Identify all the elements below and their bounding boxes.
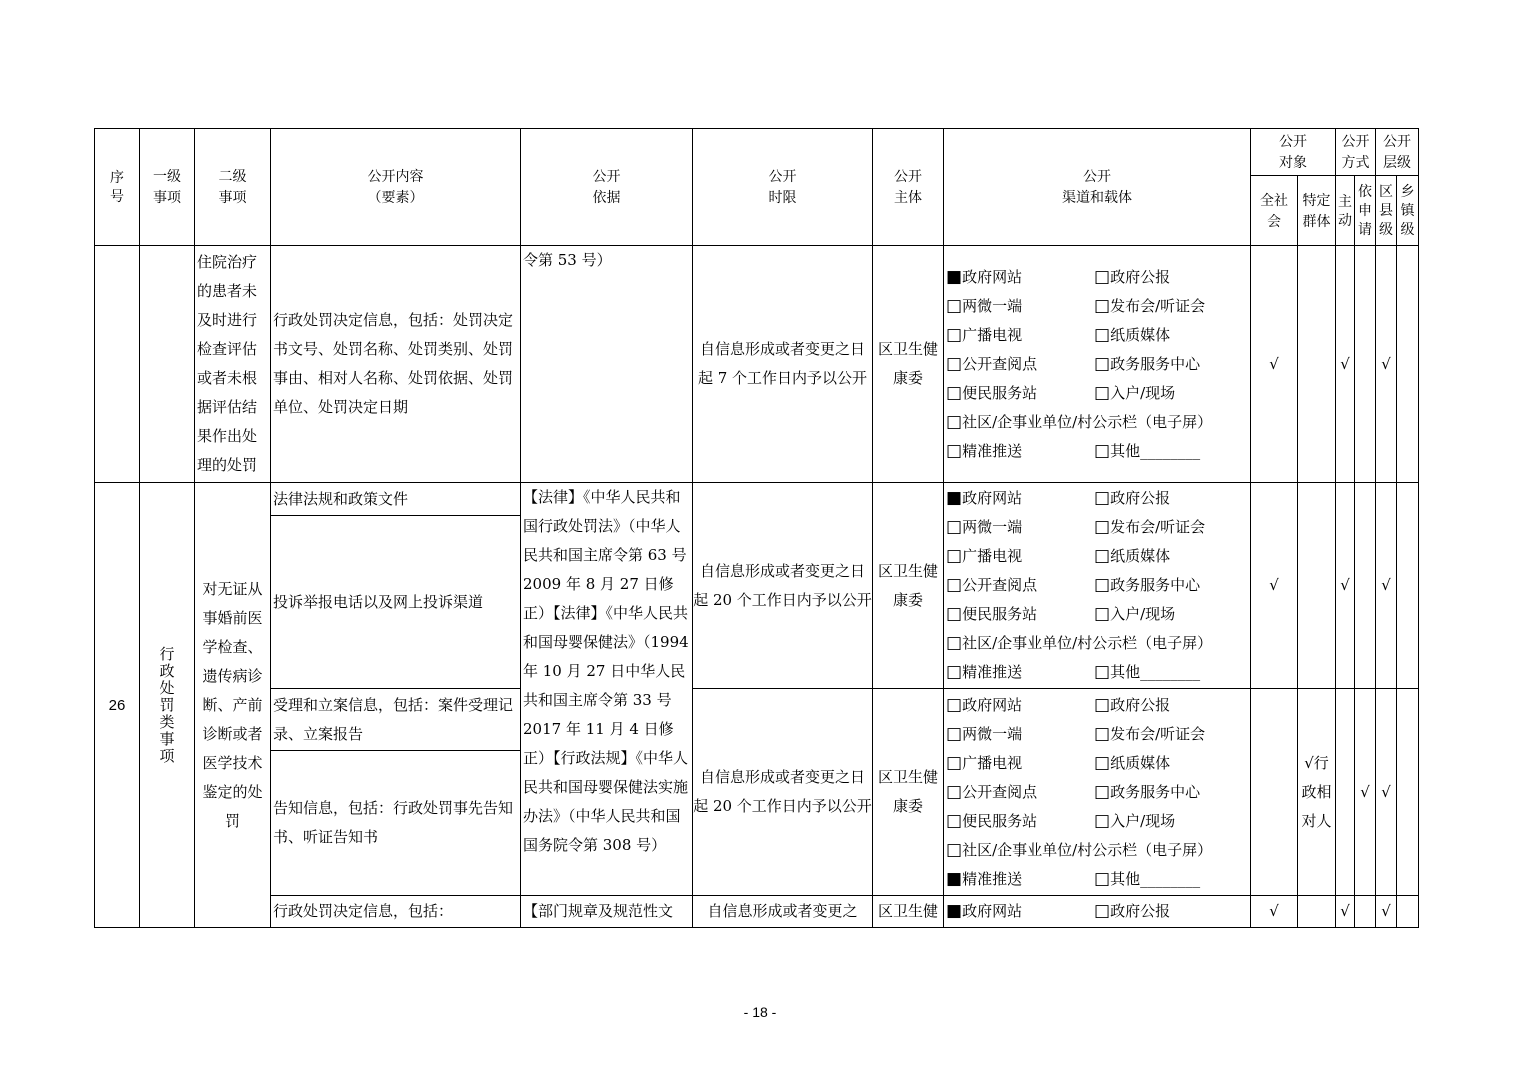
channel-door: □入户/现场 [1094, 604, 1176, 624]
row-b-time-limit-1: 自信息形成或者变更之日起 20 个工作日内予以公开 [693, 483, 873, 689]
header-level2: 二级事项 [195, 129, 271, 246]
header-basis: 公开 依据 [521, 129, 693, 246]
header-target-group: 公开 对象 [1251, 129, 1336, 176]
channel-query-point: □公开查阅点 [946, 353, 1038, 374]
row-b-content-1: 法律法规和政策文件 [271, 483, 521, 516]
row-a-basis: 令第 53 号） [521, 246, 693, 483]
row-b-level-town-1 [1397, 483, 1419, 689]
channel-gov-gazette: □政府公报 [1094, 694, 1171, 715]
channel-paper: □纸质媒体 [1094, 752, 1171, 773]
row-b-level-district-3: √ [1376, 896, 1397, 928]
channel-two-micro: □两微一端 [946, 517, 1023, 537]
row-b-mode-request-2: √ [1355, 689, 1376, 896]
channel-push: □精准推送 [946, 440, 1023, 461]
table-row [95, 896, 1419, 928]
disclosure-table [94, 128, 1419, 928]
channel-broadcast: □广播电视 [946, 752, 1023, 773]
channel-other: □其他________ [1094, 868, 1201, 889]
channel-bulletin: □社区/企事业单位/村公示栏（电子屏） [946, 839, 1213, 860]
channel-broadcast: □广播电视 [946, 324, 1023, 345]
row-b-mode-request-3 [1355, 896, 1376, 928]
row-b-content-3: 受理和立案信息，包括：案件受理记录、立案报告 [271, 689, 521, 751]
channel-query-point: □公开查阅点 [946, 575, 1038, 595]
table-row [95, 483, 1419, 516]
header-level-town: 乡镇级 [1397, 176, 1419, 246]
row-b-channels-2 [944, 689, 1251, 896]
channel-other: □其他________ [1094, 440, 1201, 461]
row-a-level-town [1397, 246, 1419, 483]
row-b-channels-3 [944, 896, 1251, 928]
row-b-level-town-3 [1397, 896, 1419, 928]
header-mode-request: 依申请 [1355, 176, 1376, 246]
row-b-mode-active-2 [1336, 689, 1355, 896]
header-content: 公开内容 （要素） [271, 129, 521, 246]
header-time-limit: 公开 时限 [693, 129, 873, 246]
row-a-channels [944, 246, 1251, 483]
row-a-level2: 住院治疗的患者未及时进行检查评估或者未根据评估结果作出处理的处罚 [195, 246, 271, 483]
header-mode-group: 公开 方式 [1336, 129, 1376, 176]
row-b-subject-2: 区卫生健康委 [873, 689, 944, 896]
channel-broadcast: □广播电视 [946, 546, 1023, 566]
channel-push: ■精准推送 [946, 868, 1023, 889]
channel-two-micro: □两微一端 [946, 723, 1023, 744]
row-b-mode-active-3: √ [1336, 896, 1355, 928]
page-number: - 18 - [743, 1004, 777, 1020]
row-a-level-district: √ [1376, 246, 1397, 483]
channel-door: □入户/现场 [1094, 382, 1176, 403]
row-a-seq [95, 246, 140, 483]
channel-door: □入户/现场 [1094, 810, 1176, 831]
channel-service-center: □政务服务中心 [1094, 353, 1201, 374]
row-b-level-district-2: √ [1376, 689, 1397, 896]
row-b-level-town-2 [1397, 689, 1419, 896]
header-level1: 一级事项 [140, 129, 195, 246]
channel-two-micro: □两微一端 [946, 295, 1023, 316]
channel-service-center: □政务服务中心 [1094, 781, 1201, 802]
channel-gov-site: □政府网站 [946, 694, 1023, 715]
channel-paper: □纸质媒体 [1094, 546, 1171, 566]
row-a-content: 行政处罚决定信息，包括：处罚决定书文号、处罚名称、处罚类别、处罚事由、相对人名称、处罚依据、处罚单位、处罚决定日期 [271, 246, 521, 483]
channel-gov-site: ■政府网站 [946, 901, 1023, 921]
row-b-level1: 行政处罚类事项 [140, 483, 195, 928]
row-a-mode-request [1355, 246, 1376, 483]
row-b-target-specific-2: √行政相对人 [1298, 689, 1336, 896]
row-b-target-specific-3 [1298, 896, 1336, 928]
row-a-subject: 区卫生健康委 [873, 246, 944, 483]
row-b-level-district-1: √ [1376, 483, 1397, 689]
row-b-subject-1: 区卫生健康委 [873, 483, 944, 689]
channel-push: □精准推送 [946, 662, 1023, 682]
row-a-target-specific [1298, 246, 1336, 483]
channel-press: □发布会/听证会 [1094, 517, 1206, 537]
row-b-time-limit-2: 自信息形成或者变更之日起 20 个工作日内予以公开 [693, 689, 873, 896]
channel-service-center: □政务服务中心 [1094, 575, 1201, 595]
row-b-target-all-1: √ [1251, 483, 1298, 689]
channel-gov-gazette: □政府公报 [1094, 266, 1171, 287]
row-b-level2: 对无证从事婚前医学检查、遗传病诊断、产前诊断或者医学技术鉴定的处罚 [195, 483, 271, 928]
row-b-content-5: 行政处罚决定信息，包括： [271, 896, 521, 928]
channel-gov-site: ■政府网站 [946, 266, 1023, 287]
channel-press: □发布会/听证会 [1094, 723, 1206, 744]
header-target-specific: 特定群体 [1298, 176, 1336, 246]
row-b-channels-1 [944, 483, 1251, 689]
table-row [95, 689, 1419, 751]
row-b-basis-tail: 【部门规章及规范性文 [521, 896, 693, 928]
header-target-all: 全社会 [1251, 176, 1298, 246]
channel-gov-site: ■政府网站 [946, 488, 1023, 508]
header-subject: 公开 主体 [873, 129, 944, 246]
channel-paper: □纸质媒体 [1094, 324, 1171, 345]
row-b-target-all-3: √ [1251, 896, 1298, 928]
channel-gov-gazette: □政府公报 [1094, 488, 1171, 508]
channel-bulletin: □社区/企事业单位/村公示栏（电子屏） [946, 633, 1213, 653]
channel-other: □其他________ [1094, 662, 1201, 682]
header-level-group: 公开 层级 [1376, 129, 1419, 176]
row-b-target-all-2 [1251, 689, 1298, 896]
header-mode-active: 主动 [1336, 176, 1355, 246]
row-a-time-limit: 自信息形成或者变更之日起 7 个工作日内予以公开 [693, 246, 873, 483]
channel-bulletin: □社区/企事业单位/村公示栏（电子屏） [946, 411, 1213, 432]
channel-service-station: □便民服务站 [946, 382, 1038, 403]
channel-service-station: □便民服务站 [946, 810, 1038, 831]
row-b-mode-active-1: √ [1336, 483, 1355, 689]
row-a-target-all: √ [1251, 246, 1298, 483]
row-a-level1 [140, 246, 195, 483]
row-b-seq: 26 [95, 483, 140, 928]
row-b-content-4: 告知信息，包括：行政处罚事先告知书、听证告知书 [271, 751, 521, 896]
row-a-mode-active: √ [1336, 246, 1355, 483]
row-b-subject-3: 区卫生健 [873, 896, 944, 928]
table-row [95, 246, 1419, 483]
channel-service-station: □便民服务站 [946, 604, 1038, 624]
row-b-basis: 【法律】《中华人民共和国行政处罚法》（中华人民共和国主席令第 63 号 2009 年 8 月 27 日修正）【法律】《中华人民共和国母婴保健法》（1994 年 10 月 27 日中华人民共和国主席令第 33 号 2017 年 11 月 4 日修正）【行政法规】《中华人民共和国母婴保健法实施办法》（中华人民共和国国务院令第 308 号） [521, 483, 693, 896]
row-b-time-limit-3: 自信息形成或者变更之 [693, 896, 873, 928]
row-b-content-2: 投诉举报电话以及网上投诉渠道 [271, 516, 521, 689]
row-b-target-specific-1 [1298, 483, 1336, 689]
channel-press: □发布会/听证会 [1094, 295, 1206, 316]
header-channels: 公开 渠道和载体 [944, 129, 1251, 246]
row-b-mode-request-1 [1355, 483, 1376, 689]
header-row-1 [95, 129, 1419, 176]
header-seq: 序号 [95, 129, 140, 246]
channel-query-point: □公开查阅点 [946, 781, 1038, 802]
channel-gov-gazette: □政府公报 [1094, 901, 1171, 921]
header-level-district: 区县级 [1376, 176, 1397, 246]
